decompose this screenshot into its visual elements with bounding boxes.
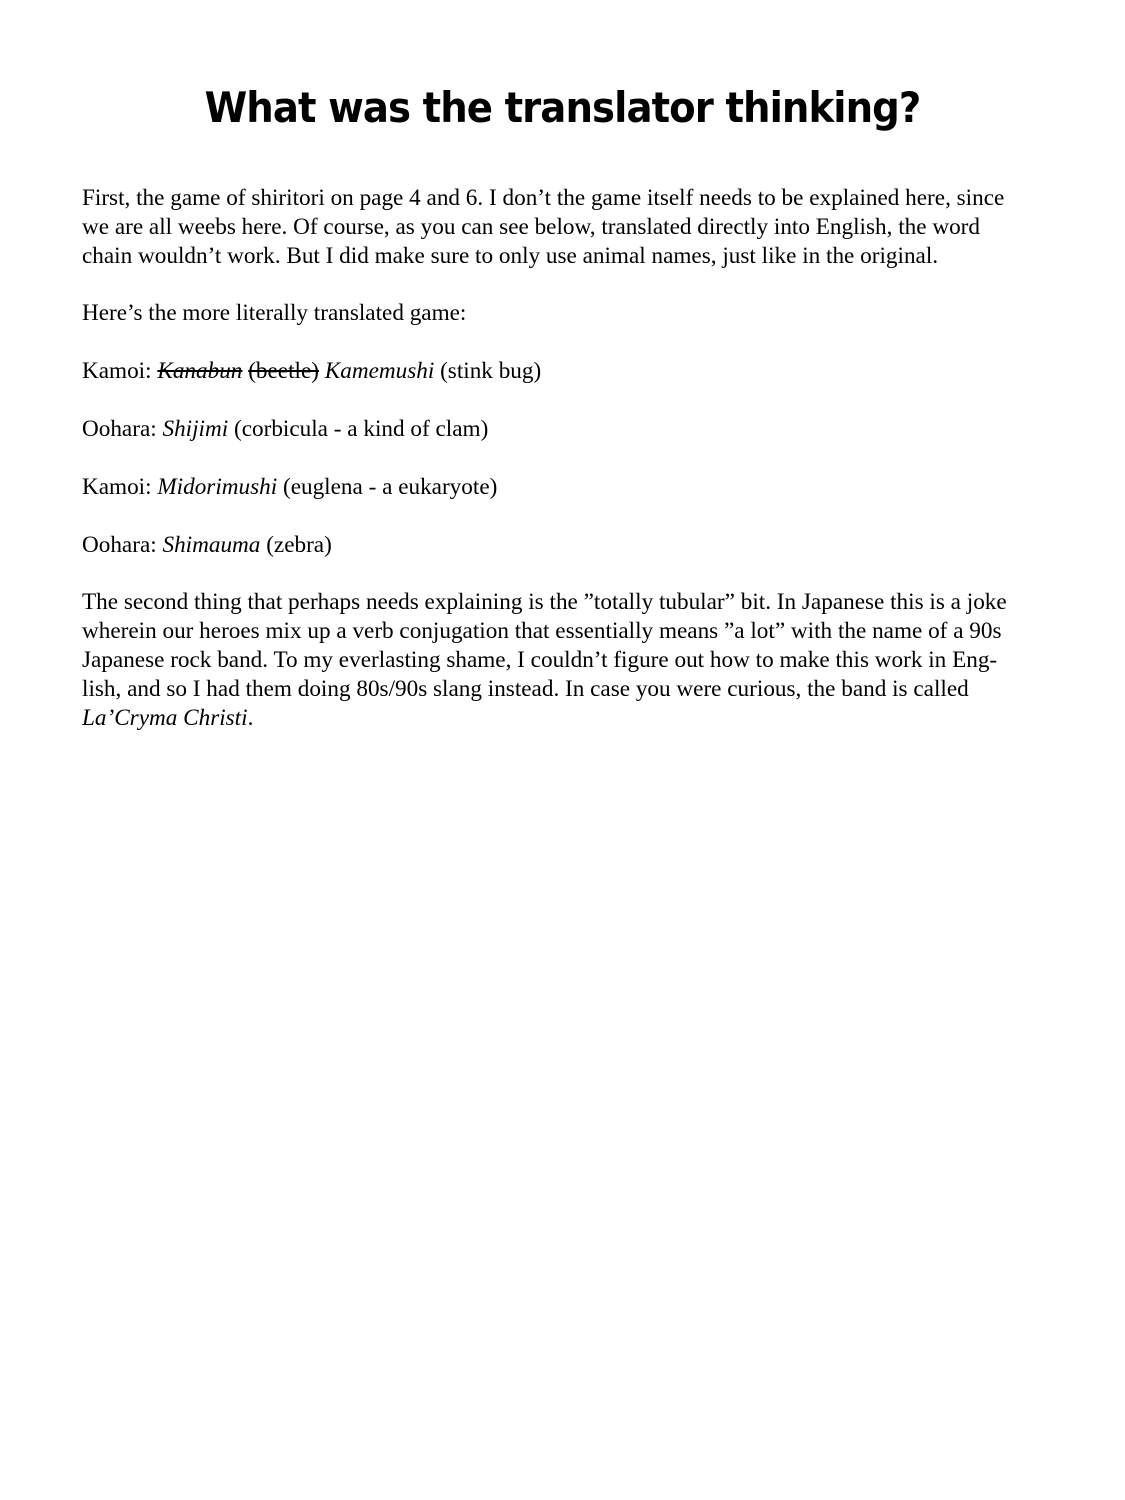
game-line-2 <box>82 415 1047 444</box>
lead-in-paragraph <box>82 299 1047 328</box>
second-paragraph <box>82 588 1047 732</box>
game-line-4 <box>82 531 1047 560</box>
game-line-3 <box>82 473 1047 502</box>
lead-in-line: Here’s the more literally translated game: <box>82 300 467 327</box>
intro-paragraph <box>82 184 1047 270</box>
struck-gloss: (beetle) <box>248 358 319 385</box>
struck-word: Kanabun <box>157 358 243 385</box>
page-title: What was the translator thinking? <box>204 83 921 132</box>
game-gloss: (euglena - a eukaryote) <box>282 473 498 500</box>
speaker-name: Kamoi: <box>82 473 152 500</box>
intro-line: First, the game of shiritori on page 4 and 6. I don’t the game itself needs to be explained here, since <box>82 185 1005 211</box>
game-word: Shimauma <box>162 531 261 558</box>
end-punctuation: . <box>247 704 254 731</box>
game-word: Kamemushi <box>324 358 435 385</box>
second-line: The second thing that perhaps needs explaining is the ”totally tubular” bit. In Japanese this is a joke <box>82 589 1007 616</box>
second-line: Japanese rock band. To my everlasting shame, I couldn’t figure out how to make this work in Eng- <box>82 646 998 673</box>
game-gloss: (zebra) <box>266 531 332 558</box>
game-word: Shijimi <box>162 415 229 442</box>
intro-line: chain wouldn’t work. But I did make sure to only use animal names, just like in the original. <box>82 242 939 269</box>
game-gloss: (stink bug) <box>440 358 542 385</box>
second-line: lish, and so I had them doing 80s/90s slang instead. In case you were curious, the band is called <box>82 675 969 702</box>
intro-line: we are all weebs here. Of course, as you can see below, translated directly into English, the word <box>82 213 980 240</box>
game-line-1 <box>82 357 1047 386</box>
second-line: wherein our heroes mix up a verb conjugation that essentially means ”a lot” with the name of a 90s <box>82 618 1002 645</box>
game-gloss: (corbicula - a kind of clam) <box>233 415 489 442</box>
speaker-name: Kamoi: <box>82 358 152 385</box>
game-word: Midorimushi <box>157 473 278 500</box>
speaker-name: Oohara: <box>82 531 157 558</box>
speaker-name: Oohara: <box>82 415 157 442</box>
body-text <box>82 184 1047 761</box>
band-name: La’Cryma Christi <box>82 704 248 731</box>
